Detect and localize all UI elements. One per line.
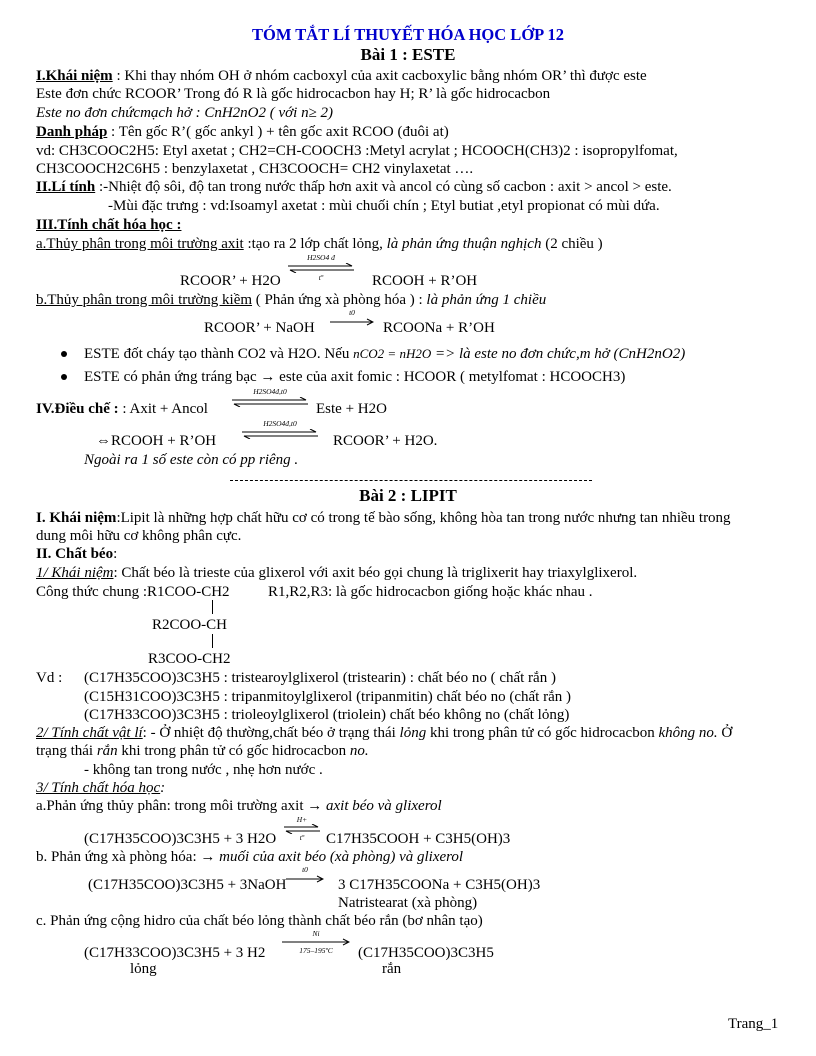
- lipit-definition-2: dung môi hữu cơ không phân cực.: [36, 528, 242, 544]
- este-don-chuc: Este đơn chức RCOOR’ Trong đó R là gốc hidrocacbon hay H; R’ là gốc hidrocacbon: [36, 86, 551, 102]
- hoa-hoc-colon: :: [160, 780, 166, 796]
- cong-thuc-chung: Công thức chung :R1COO-CH2: [36, 584, 230, 600]
- eq4-products: RCOOR’ + H2O.: [333, 433, 438, 449]
- vat-li-end: Ở: [717, 725, 733, 741]
- vat-li-text: : - Ở nhiệt độ thường,chất béo ở trạng thái: [142, 725, 400, 741]
- hoa-hoc-label: 3/ Tính chất hóa học: [36, 780, 161, 796]
- lipit-kn-label: I. Khái niệm: [36, 510, 117, 526]
- eq2-products: RCOONa + R’OH: [383, 320, 495, 336]
- eq1-cond-top: H2SO4 đ: [307, 253, 335, 262]
- eqc-arrow: [282, 930, 350, 958]
- bai2-heading: Bài 2 : LIPIT: [359, 486, 457, 505]
- vat-li-label: 2/ Tính chất vật lí: [36, 725, 143, 741]
- eq1-cond-bottom: tº: [318, 273, 324, 282]
- eq4-equilibrium-arrow: [242, 420, 318, 442]
- dieu-che: [36, 400, 208, 418]
- este-no-don-chuc: Este no đơn chứcmạch hở : CnH2nO2 ( với n≥ 2): [36, 105, 334, 121]
- eq2-reactants: RCOOR’ + NaOH: [204, 320, 315, 336]
- eqa-cond-top: H+: [296, 815, 308, 824]
- lipit-definition: [36, 509, 731, 527]
- eqc-cond-bottom: 175–195ºC: [299, 946, 333, 955]
- vd-line-2: CH3COOCH2C6H5 : benzylaxetat , CH3COOCH= CH2 vinylaxetat ….: [36, 161, 474, 177]
- eqa-products: C17H35COOH + C3H5(OH)3: [326, 831, 511, 847]
- vat-li-text-2: khi trong phân tử có gốc hidrocacbon: [426, 725, 659, 741]
- li-tinh: [36, 178, 672, 196]
- vat-li-ran: rắn: [96, 743, 118, 759]
- chat-beo-khai-niem: [36, 564, 637, 582]
- tinh-chat-vat-li: [36, 724, 732, 742]
- bond-line: [212, 634, 213, 648]
- phan-ung-xa-phong-hoa: [36, 848, 463, 866]
- page-number: Trang_1: [728, 1016, 779, 1032]
- eq4-cond: H2SO4đ,t0: [263, 419, 297, 428]
- eqa-cond-bottom: tº: [299, 833, 305, 842]
- thuy-phan-italic: axit béo và glixerol: [326, 798, 442, 814]
- este-definition: [36, 67, 647, 85]
- thuy-phan-axit-label: a.Thủy phân trong môi trường axit: [36, 236, 244, 252]
- thuy-phan-kiem-label: b.Thủy phân trong môi trường kiềm: [36, 292, 253, 308]
- vat-li-long: lỏng: [399, 725, 427, 741]
- dieu-che-equilibrium-arrow: [232, 388, 308, 410]
- tinh-chat-hoa-hoc-heading: III.Tính chất hóa học :: [36, 217, 182, 233]
- ngoai-ra-note: Ngoài ra 1 số este còn có pp riêng .: [84, 452, 299, 468]
- xa-phong-text: b. Phản ứng xà phòng hóa: →: [36, 849, 220, 865]
- eqb-reactants: (C17H35COO)3C3H5 + 3NaOH: [88, 877, 287, 893]
- eqa-equilibrium-arrow: [284, 816, 320, 846]
- vd-line-1: vd: CH3COOC2H5: Etyl axetat ; CH2=CH-COOCH3 :Metyl acrylat ; HCOOCH(CH3)2 : isopropylfomat,: [36, 143, 678, 159]
- bond-line: [212, 600, 213, 614]
- equilibrium-arrow-icon: [232, 397, 308, 407]
- equilibrium-arrow-icon: [242, 429, 318, 439]
- dieu-che-label: IV.Điều chế :: [36, 401, 119, 417]
- mot-chieu-text: là phản ứng 1 chiều: [426, 292, 547, 308]
- vat-li-khong-no: không no.: [658, 725, 718, 741]
- bullet1-text-b: => là este no đơn chức,m hở (CnH2nO2): [431, 346, 686, 362]
- eqb-arrow: [286, 866, 324, 886]
- eq1-reactants: RCOOR’ + H2O: [180, 273, 281, 289]
- thuy-phan-kiem-text: ( Phản ứng xà phòng hóa ) :: [252, 292, 427, 308]
- eqb-note: Natristearat (xà phòng): [338, 895, 478, 911]
- bullet1-formula: nCO2 = nH2O: [353, 346, 432, 361]
- eq4-reactants: ⇔RCOOH + R’OH: [96, 433, 217, 449]
- li-tinh-text: :-Nhiệt độ sôi, độ tan trong nước thấp hơn axit và ancol có cùng số cacbon : axit > ancol > este.: [95, 179, 672, 195]
- chat-beo-heading: [36, 545, 117, 563]
- dieu-che-reactants: : Axit + Ancol: [118, 401, 208, 417]
- dieu-che-cond: H2SO4đ,t0: [253, 387, 287, 396]
- bullet1-text-a: ESTE đốt cháy tạo thành CO2 và H2O. Nếu: [84, 346, 354, 362]
- equilibrium-arrow-icon: [288, 263, 354, 273]
- bullet-icon: [61, 351, 67, 357]
- chat-beo-kn-label: 1/ Khái niệm: [36, 565, 114, 581]
- bullet-icon: [61, 374, 67, 380]
- document-title: TÓM TẮT LÍ THUYẾT HÓA HỌC LỚP 12: [252, 25, 564, 44]
- eqc-long-label: lỏng: [130, 961, 157, 977]
- tinh-chat-hoa-hoc: [36, 779, 165, 797]
- dieu-che-products: Este + H2O: [316, 401, 387, 417]
- bullet-trang-bac: ESTE có phản ứng tráng bạc → este của axit fomic : HCOOR ( metylfomat : HCOOCH3): [84, 369, 626, 385]
- chat-beo-colon: :: [113, 546, 118, 562]
- thuan-nghich-text: là phản ứng thuận nghịch: [386, 236, 542, 252]
- li-tinh-mui: -Mùi đặc trưng : vd:Isoamyl axetat : mùi chuối chín ; Etyl butiat ,etyl propionat có mùi dứa.: [108, 198, 660, 214]
- tinh-chat-vat-li-2: [36, 742, 369, 760]
- vat-li-no: no.: [349, 743, 369, 759]
- thuy-phan-axit: [36, 235, 603, 253]
- khai-niem-label: I.Khái niệm: [36, 68, 113, 84]
- cong-thuc-r-note: R1,R2,R3: là gốc hidrocacbon giống hoặc khác nhau .: [268, 584, 593, 600]
- chat-beo-label: II. Chất béo: [36, 546, 114, 562]
- eq2-cond: t0: [349, 308, 355, 317]
- danh-phap-text: : Tên gốc R’( gốc ankyl ) + tên gốc axit RCOO (đuôi at): [107, 124, 449, 140]
- right-arrow-icon: [286, 875, 324, 883]
- vat-li-line2-a: trạng thái: [36, 743, 97, 759]
- vd-row: (C17H33COO)3C3H5 : trioleoylglixerol (triolein) chất béo không no (chất lỏng): [84, 707, 570, 723]
- phan-ung-cong-hidro: c. Phản ứng cộng hidro của chất béo lỏng thành chất béo rắn (bơ nhân tạo): [36, 913, 483, 929]
- right-arrow-icon: [282, 938, 350, 946]
- danh-phap-label: Danh pháp: [36, 124, 108, 140]
- eqb-cond: t0: [302, 865, 308, 874]
- xa-phong-italic: muối của axit béo (xà phòng) và glixerol: [219, 849, 464, 865]
- vd-row: (C17H35COO)3C3H5 : tristearoylglixerol (tristearin) : chất béo no ( chất rắn ): [84, 670, 556, 686]
- li-tinh-label: II.Lí tính: [36, 179, 96, 195]
- hai-chieu-text: (2 chiều ): [541, 236, 603, 252]
- eq1-equilibrium-arrow: [288, 254, 354, 288]
- phan-ung-thuy-phan: [36, 797, 442, 815]
- eqb-products: 3 C17H35COONa + C3H5(OH)3: [338, 877, 541, 893]
- eqc-cond-top: Ni: [312, 929, 320, 938]
- chat-beo-kn-text: : Chất béo là trieste của glixerol với axit béo gọi chung là triglixerit hay triaxylglixerol.: [113, 565, 638, 581]
- eqc-reactants: (C17H33COO)3C3H5 + 3 H2: [84, 945, 266, 961]
- cong-thuc-line-2: R2COO-CH: [152, 617, 228, 633]
- thuy-phan-axit-text: :tạo ra 2 lớp chất lỏng,: [243, 236, 387, 252]
- eq1-products: RCOOH + R’OH: [372, 273, 478, 289]
- bai1-heading: Bài 1 : ESTE: [360, 45, 456, 64]
- tinh-chat-vat-li-3: - không tan trong nước , nhẹ hơn nước .: [84, 762, 323, 778]
- eq2-arrow: [330, 309, 374, 329]
- vd-row: (C15H31COO)3C3H5 : tripanmitoylglixerol (tripanmitin) chất béo no (chất rắn ): [84, 689, 571, 705]
- danh-phap: [36, 123, 449, 141]
- right-arrow-icon: [330, 318, 374, 326]
- cong-thuc-line-3: R3COO-CH2: [148, 651, 231, 667]
- khai-niem-text: : Khi thay nhóm OH ở nhóm cacboxyl của axit cacboxylic bằng nhóm OR’ thì được este: [112, 68, 647, 84]
- section-divider: [230, 480, 592, 481]
- bullet-este-dot-chay: [84, 345, 685, 363]
- vd-label: Vd :: [36, 670, 63, 686]
- vat-li-line2-b: khi trong phân tử có gốc hidrocacbon: [117, 743, 350, 759]
- eqa-reactants: (C17H35COO)3C3H5 + 3 H2O: [84, 831, 277, 847]
- eqc-ran-label: rắn: [382, 961, 402, 977]
- thuy-phan-kiem: [36, 291, 546, 309]
- lipit-kn-text: :Lipit là những hợp chất hữu cơ có trong tế bào sống, không hòa tan trong nước nhưng tan nhiều trong: [116, 510, 731, 526]
- eqc-products: (C17H35COO)3C3H5: [358, 945, 494, 961]
- thuy-phan-text: a.Phản ứng thủy phân: trong môi trường axit →: [36, 798, 326, 814]
